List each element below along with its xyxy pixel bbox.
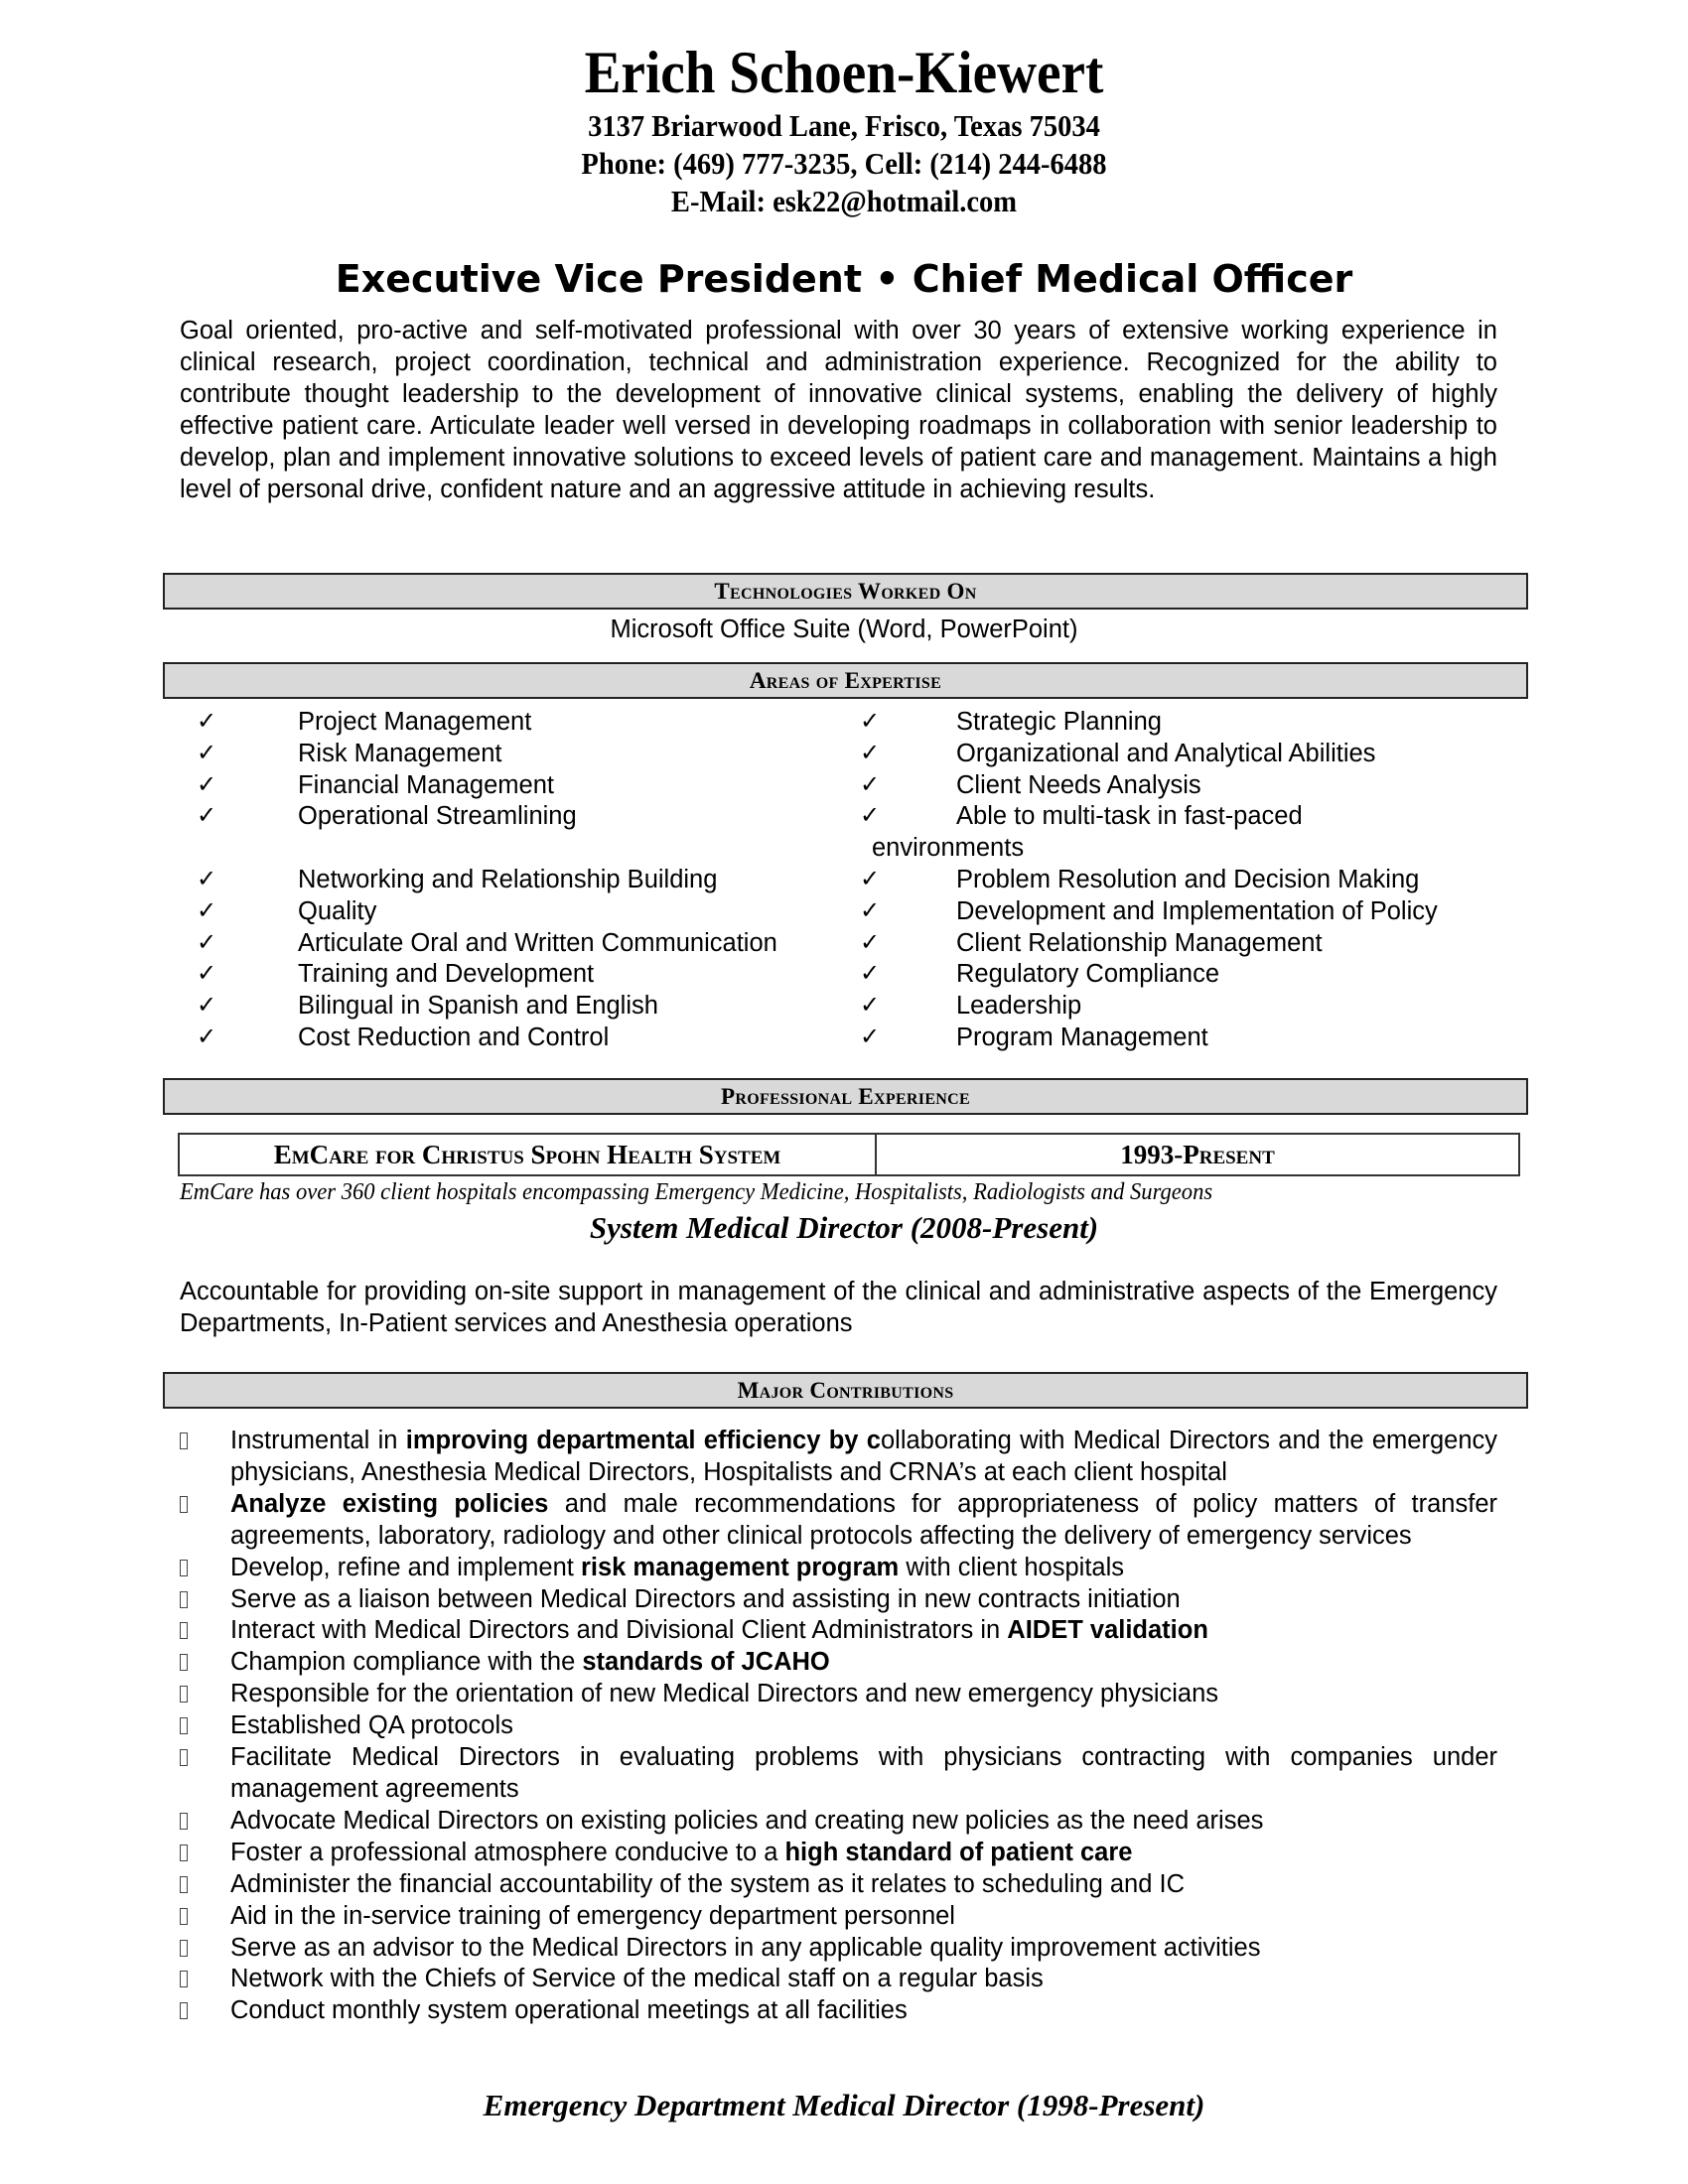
expertise-item: Cost Reduction and Control: [298, 1024, 610, 1051]
section-header-expertise: [163, 662, 1528, 699]
bullet-icon: [180, 1940, 188, 1957]
expertise-item: Quality: [298, 896, 377, 925]
bullet-icon: [180, 1496, 188, 1513]
role-title: Emergency Department Medical Director (1998-Present): [483, 2088, 1205, 2122]
section-header-label: Professional Experience: [721, 1084, 970, 1109]
check-icon: ✓: [860, 866, 881, 892]
contribution-item: Serve as a liaison between Medical Directors and assisting in new contracts initiation: [230, 1584, 1497, 1616]
email: E-Mail: esk22@hotmail.com: [670, 184, 1018, 218]
bullet-icon: [180, 1433, 188, 1449]
expertise-item: Financial Management: [298, 770, 554, 799]
bullet-icon: [180, 1560, 188, 1576]
bullet-icon: [180, 1876, 188, 1893]
check-icon: ✓: [860, 896, 881, 924]
check-icon: ✓: [860, 992, 881, 1020]
headline-title: Executive Vice President • Chief Medical Officer: [335, 257, 1353, 301]
bullet-icon: [180, 1844, 188, 1861]
check-icon: ✓: [197, 866, 217, 892]
emphasis: high standard of patient care: [784, 1838, 1133, 1866]
employment-dates: 1993-Present: [1120, 1139, 1275, 1169]
technologies-list: Microsoft Office Suite (Word, PowerPoint): [610, 615, 1078, 643]
bullet-icon: [180, 1686, 188, 1703]
check-icon: ✓: [197, 708, 217, 735]
bullet-icon: [180, 1749, 188, 1766]
expertise-item: Development and Implementation of Policy: [956, 896, 1438, 925]
emphasis: Analyze existing policies: [230, 1489, 549, 1518]
contribution-item: Network with the Chiefs of Service of the medical staff on a regular basis: [230, 1964, 1497, 1995]
contribution-item: Serve as an advisor to the Medical Directors in any applicable quality improvement activities: [230, 1933, 1497, 1965]
emphasis: AIDET validation: [1007, 1616, 1208, 1645]
bullet-icon: [180, 1622, 188, 1639]
contribution-item: Advocate Medical Directors on existing policies and creating new policies as the need arises: [230, 1806, 1497, 1838]
employer-table: [178, 1133, 1520, 1176]
expertise-item: Leadership: [956, 992, 1082, 1021]
section-header-contributions: [163, 1372, 1528, 1409]
emphasis: risk management program: [580, 1553, 900, 1581]
expertise-item: Regulatory Compliance: [956, 960, 1220, 989]
contribution-item: Responsible for the orientation of new Medical Directors and new emergency physicians: [230, 1679, 1497, 1710]
contribution-item: Established QA protocols: [230, 1710, 1497, 1742]
check-icon: ✓: [860, 770, 881, 798]
expertise-item: Operational Streamlining: [298, 802, 577, 831]
contribution-item: Analyze existing policies and male recommendations for appropriateness of policy matters of transfer agreements, laboratory, radiology and other clinical protocols affecting the delivery of emergency services: [230, 1489, 1497, 1553]
check-icon: ✓: [860, 928, 881, 956]
bullet-icon: [180, 1591, 188, 1608]
expertise-item: Problem Resolution and Decision Making: [956, 866, 1420, 893]
expertise-item: Client Relationship Management: [956, 928, 1323, 957]
expertise-item: Training and Development: [298, 960, 595, 989]
section-header-label: Technologies Worked On: [714, 579, 977, 604]
candidate-name: Erich Schoen-Kiewert: [584, 40, 1104, 105]
check-icon: ✓: [860, 960, 881, 988]
contribution-item: Foster a professional atmosphere conducive to a high standard of patient care: [230, 1838, 1497, 1869]
contribution-item: Develop, refine and implement risk management program with client hospitals: [230, 1553, 1497, 1584]
section-header-experience: [163, 1078, 1528, 1115]
bullet-icon: [180, 1717, 188, 1734]
check-icon: ✓: [197, 896, 217, 924]
contribution-item: Aid in the in-service training of emergency department personnel: [230, 1901, 1497, 1933]
bullet-icon: [180, 1813, 188, 1830]
check-icon: ✓: [197, 992, 217, 1020]
bullet-icon: [180, 1908, 188, 1925]
section-header-label: Areas of Expertise: [749, 668, 942, 693]
expertise-item: Organizational and Analytical Abilities: [956, 739, 1376, 767]
contribution-item: Instrumental in improving departmental efficiency by collaborating with Medical Directors and the emergency physicians, Anesthesia Medical Directors, Hospitalists and CRNA’s at each client hospital: [230, 1426, 1497, 1489]
emphasis: improving departmental efficiency by c: [405, 1427, 881, 1454]
check-icon: ✓: [860, 708, 881, 735]
contribution-item: Facilitate Medical Directors in evaluating problems with physicians contracting with companies under management agreements: [230, 1742, 1497, 1806]
bullet-icon: [180, 1654, 188, 1671]
check-icon: ✓: [860, 802, 881, 830]
employer-description: EmCare has over 360 client hospitals encompassing Emergency Medicine, Hospitalists, Radiologists and Surgeons: [180, 1179, 1213, 1205]
check-icon: ✓: [860, 739, 881, 766]
check-icon: ✓: [197, 802, 217, 830]
expertise-item: Able to multi-task in fast-paced: [956, 802, 1303, 831]
check-icon: ✓: [860, 1024, 881, 1050]
role-title: System Medical Director (2008-Present): [589, 1210, 1099, 1245]
check-icon: ✓: [197, 1024, 217, 1050]
expertise-item: Program Management: [956, 1024, 1208, 1051]
address: 3137 Briarwood Lane, Frisco, Texas 75034: [588, 108, 1100, 143]
expertise-item: Client Needs Analysis: [956, 770, 1201, 799]
check-icon: ✓: [197, 770, 217, 798]
expertise-item: Bilingual in Spanish and English: [298, 992, 658, 1021]
expertise-item-wrap: environments: [872, 834, 1025, 863]
contribution-item: Administer the financial accountability of the system as it relates to scheduling and IC: [230, 1869, 1497, 1901]
role-summary: Accountable for providing on-site support in management of the clinical and administrative aspects of the Emergency Departments, In-Patient services and Anesthesia operations: [180, 1278, 1497, 1337]
contribution-item: Conduct monthly system operational meetings at all facilities: [230, 1995, 1497, 2027]
section-header-label: Major Contributions: [737, 1378, 954, 1403]
check-icon: ✓: [197, 960, 217, 988]
expertise-item: Project Management: [298, 708, 532, 736]
check-icon: ✓: [197, 928, 217, 956]
bullet-icon: [180, 2002, 188, 2019]
contribution-item: Interact with Medical Directors and Divisional Client Administrators in AIDET validation: [230, 1615, 1497, 1647]
expertise-item: Articulate Oral and Written Communication: [298, 928, 777, 957]
section-header-technologies: [163, 573, 1528, 610]
phone-numbers: Phone: (469) 777-3235, Cell: (214) 244-6488: [581, 146, 1107, 181]
emphasis: standards of JCAHO: [582, 1648, 830, 1677]
bullet-icon: [180, 1971, 188, 1987]
contributions-list: [0, 1426, 1688, 2027]
expertise-item: Risk Management: [298, 739, 502, 767]
employer-name: EmCare for Christus Spohn Health System: [180, 1135, 877, 1174]
contribution-item: Champion compliance with the standards of JCAHO: [230, 1647, 1497, 1679]
expertise-item: Networking and Relationship Building: [298, 866, 718, 893]
profile-summary: Goal oriented, pro-active and self-motivated professional with over 30 years of extensive working experience in clinical research, project coordination, technical and administration experience. Recognized for the ability to contribute thought leadership to the development of innovative clinical systems, enabling the delivery of highly effective patient care. Articulate leader well versed in developing roadmaps in collaboration with senior leadership to develop, plan and implement innovative solutions to exceed levels of patient care and management. Maintains a high level of personal drive, confident nature and an aggressive attitude in achieving results.: [180, 317, 1497, 503]
check-icon: ✓: [197, 739, 217, 766]
expertise-item: Strategic Planning: [956, 708, 1162, 736]
